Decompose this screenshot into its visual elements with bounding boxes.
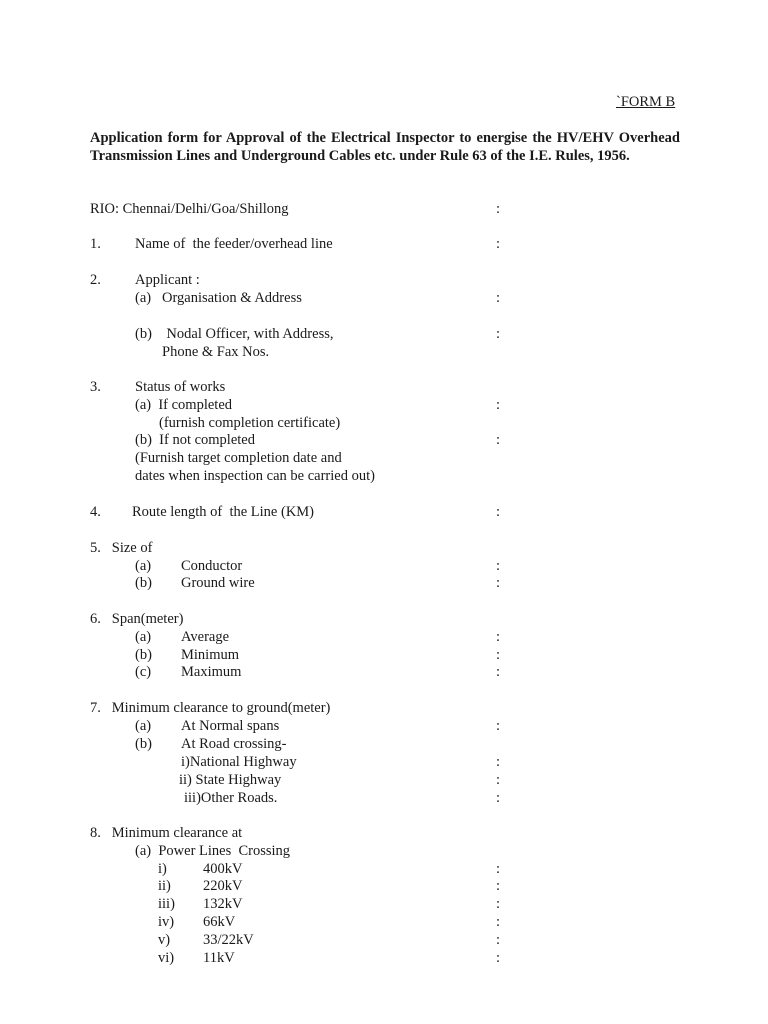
item-marker: (b) xyxy=(135,647,152,663)
colon: : xyxy=(496,932,501,948)
colon: : xyxy=(496,861,501,877)
item-marker: (c) xyxy=(135,664,152,680)
section-5-heading: 5. Size of xyxy=(90,540,153,556)
sub-item-label: iii)Other Roads. xyxy=(184,790,278,806)
form-label: `FORM B xyxy=(616,94,676,110)
item-label: Maximum xyxy=(181,664,242,680)
item-marker: i) xyxy=(158,861,167,877)
item-marker: (a) xyxy=(135,718,152,734)
sub-item-label: ii) State Highway xyxy=(179,772,282,788)
colon: : xyxy=(496,950,501,966)
section-2-number: 2. xyxy=(90,272,101,288)
item-label: 132kV xyxy=(203,896,243,912)
item-label: 11kV xyxy=(203,950,235,966)
item-label: 33/22kV xyxy=(203,932,254,948)
colon: : xyxy=(496,790,501,806)
colon: : xyxy=(496,432,501,448)
item-marker: (a) xyxy=(135,558,152,574)
section-1-label: Name of the feeder/overhead line xyxy=(135,236,333,252)
colon: : xyxy=(496,718,501,734)
item-label: At Normal spans xyxy=(181,718,280,734)
section-3-label: Status of works xyxy=(135,379,226,395)
section-3-number: 3. xyxy=(90,379,101,395)
item-label: 220kV xyxy=(203,878,243,894)
item-label: Minimum xyxy=(181,647,240,663)
section-2b-label: (b) Nodal Officer, with Address, xyxy=(135,326,334,342)
item-label: 66kV xyxy=(203,914,236,930)
section-7-heading: 7. Minimum clearance to ground(meter) xyxy=(90,700,331,716)
section-1-number: 1. xyxy=(90,236,101,252)
colon: : xyxy=(496,326,501,342)
colon: : xyxy=(496,290,501,306)
item-label: 400kV xyxy=(203,861,243,877)
colon: : xyxy=(496,896,501,912)
colon: : xyxy=(496,504,501,520)
section-2-label: Applicant : xyxy=(135,272,200,288)
form-title: Application form for Approval of the Electrical Inspector to energise the HV/EHV Overhead Transmission Lines and Underground Cables etc. under Rule 63 of the I.E. Rules, 1956. xyxy=(90,130,680,164)
item-marker: iv) xyxy=(158,914,175,930)
item-label: At Road crossing- xyxy=(181,736,287,752)
colon: : xyxy=(496,878,501,894)
section-3b-note-cont: dates when inspection can be carried out) xyxy=(135,468,375,484)
item-label: Average xyxy=(181,629,230,645)
rio-label: RIO: Chennai/Delhi/Goa/Shillong xyxy=(90,201,289,217)
item-label: Conductor xyxy=(181,558,243,574)
section-8a-label: (a) Power Lines Crossing xyxy=(135,843,291,859)
item-marker: v) xyxy=(158,932,171,948)
colon: : xyxy=(496,647,501,663)
sub-item-label: i)National Highway xyxy=(181,754,297,770)
section-3a-note: (furnish completion certificate) xyxy=(159,415,341,431)
section-4-number: 4. xyxy=(90,504,101,520)
colon: : xyxy=(496,754,501,770)
colon: : xyxy=(496,558,501,574)
section-8-heading: 8. Minimum clearance at xyxy=(90,825,243,841)
item-marker: ii) xyxy=(158,878,171,894)
item-marker: (a) xyxy=(135,629,152,645)
item-marker: (b) xyxy=(135,736,152,752)
colon: : xyxy=(496,575,501,591)
section-4-label: Route length of the Line (KM) xyxy=(132,504,315,520)
item-marker: (b) xyxy=(135,575,152,591)
colon: : xyxy=(496,236,501,252)
section-3a-label: (a) If completed xyxy=(135,397,233,413)
section-2a-label: (a) Organisation & Address xyxy=(135,290,302,306)
section-3b-label: (b) If not completed xyxy=(135,432,255,448)
colon: : xyxy=(496,629,501,645)
colon: : xyxy=(496,201,501,217)
item-marker: iii) xyxy=(158,896,175,912)
item-marker: vi) xyxy=(158,950,175,966)
colon: : xyxy=(496,664,501,680)
colon: : xyxy=(496,397,501,413)
colon: : xyxy=(496,914,501,930)
item-label: Ground wire xyxy=(181,575,255,591)
colon: : xyxy=(496,772,501,788)
section-6-heading: 6. Span(meter) xyxy=(90,611,184,627)
section-3b-note: (Furnish target completion date and xyxy=(135,450,342,466)
section-2b-label-cont: Phone & Fax Nos. xyxy=(162,344,270,360)
